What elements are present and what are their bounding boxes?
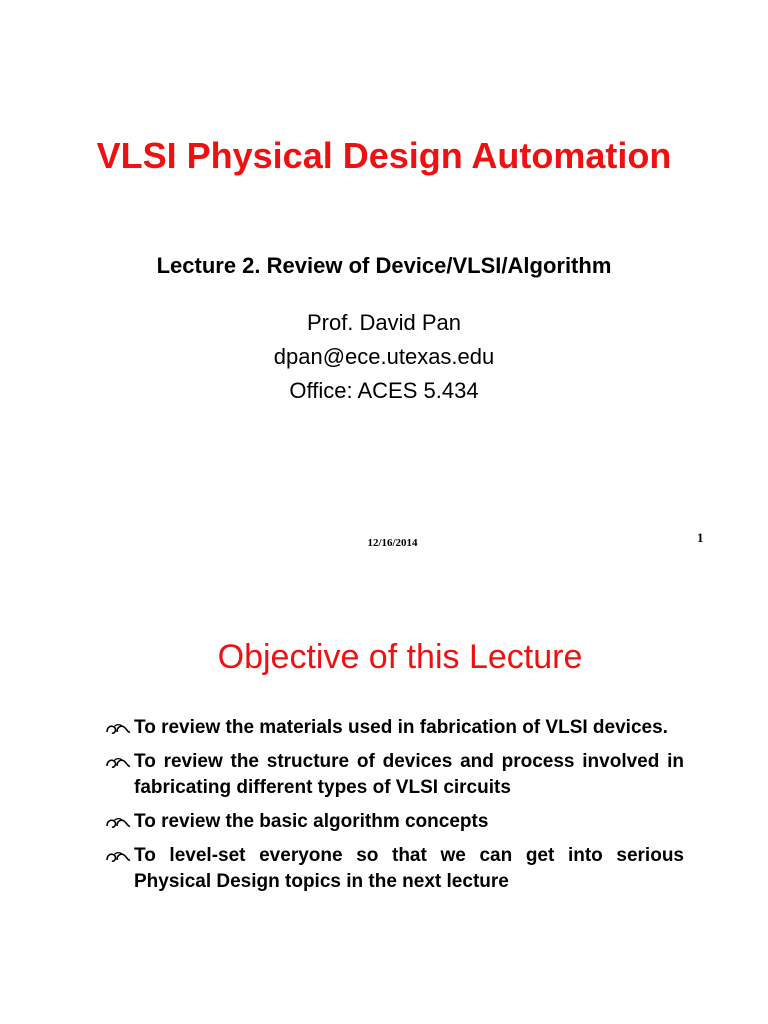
slide-title: VLSI Physical Design Automation [96, 135, 672, 176]
slide-date: 12/16/2014 [367, 537, 418, 549]
lecture-subtitle: Lecture 2. Review of Device/VLSI/Algorithm [156, 253, 612, 278]
curl-bullet-icon [104, 809, 132, 835]
author-office: Office: ACES 5.434 [289, 378, 479, 403]
objective-title: Objective of this Lecture [217, 638, 583, 676]
author-email: dpan@ece.utexas.edu [273, 344, 495, 369]
bullet-text: To review the materials used in fabrication of VLSI devices. [134, 717, 668, 738]
list-item [104, 809, 684, 835]
list-item [104, 749, 684, 801]
author-block [0, 306, 768, 408]
bullet-text: To review the structure of devices and process involved in fabricating different types of VLSI circuits [134, 751, 684, 798]
curl-bullet-icon [104, 749, 132, 775]
page-number: 1 [697, 530, 704, 545]
objective-list [104, 715, 684, 903]
bullet-text: To review the basic algorithm concepts [134, 811, 489, 832]
bullet-text: To level-set everyone so that we can get into serious Physical Design topics in the next lecture [134, 845, 684, 892]
curl-bullet-icon [104, 843, 132, 869]
list-item [104, 715, 684, 741]
author-name: Prof. David Pan [306, 310, 462, 335]
curl-bullet-icon [104, 715, 132, 741]
list-item [104, 843, 684, 895]
slide-2 [0, 576, 768, 1024]
